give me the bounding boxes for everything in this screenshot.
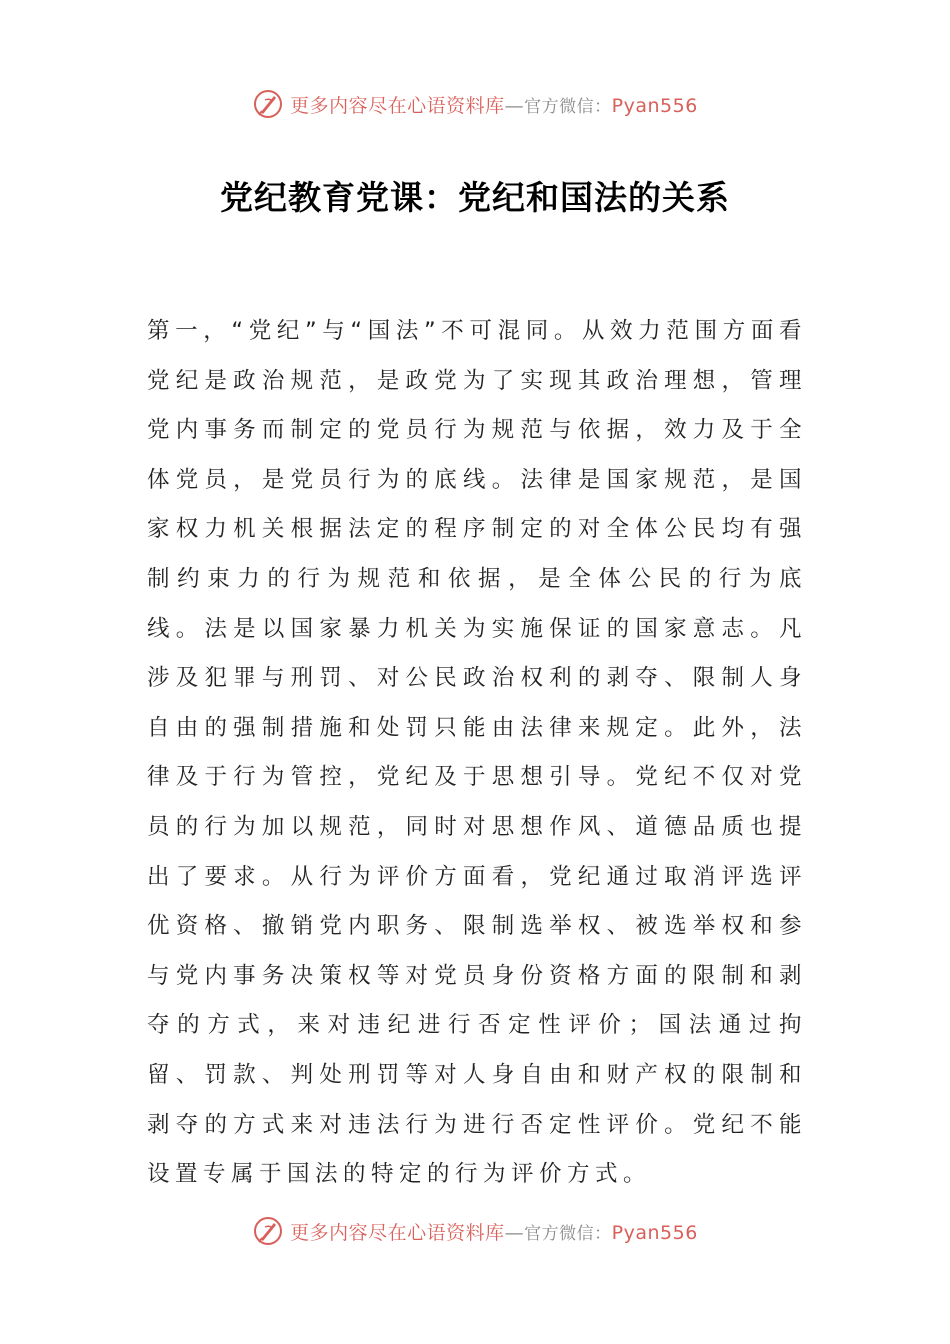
watermark-main: 更多内容尽在心语资料库 <box>290 94 505 117</box>
watermark-label: 官方微信： <box>524 1223 612 1244</box>
quill-logo-icon <box>252 1215 284 1247</box>
watermark-dash: — <box>504 1221 525 1244</box>
watermark-main: 更多内容尽在心语资料库 <box>290 1221 505 1244</box>
watermark-text <box>290 91 698 118</box>
document-paragraph: 第一，“党纪”与“国法”不可混同。从效力范围方面看党纪是政治规范，是政党为了实现其政治理想，管理党内事务而制定的党员行为规范与依据，效力及于全体党员，是党员行为的底线。法律是国家规范，是国家权力机关根据法定的程序制定的对全体公民均有强制约束力的行为规范和依据，是全体公民的行为底线。法是以国家暴力机关为实施保证的国家意志。凡涉及犯罪与刑罚、对公民政治权利的剥夺、限制人身自由的强制措施和处罚只能由法律来规定。此外，法律及于行为管控，党纪及于思想引导。党纪不仅对党员的行为加以规范，同时对思想作风、道德品质也提出了要求。从行为评价方面看，党纪通过取消评选评优资格、撤销党内职务、限制选举权、被选举权和参与党内事务决策权等对党员身份资格方面的限制和剥夺的方式，来对违纪进行否定性评价；国法通过拘留、罚款、判处刑罚等对人身自由和财产权的限制和剥夺的方式来对违法行为进行否定性评价。党纪不能设置专属于国法的特定的行为评价方式。 <box>147 318 807 1188</box>
watermark-label: 官方微信： <box>524 96 612 117</box>
watermark-wechat-id: Pyan556 <box>611 94 698 117</box>
watermark-dash: — <box>504 94 525 117</box>
quill-logo-icon <box>252 88 284 120</box>
footer-watermark <box>0 1211 950 1251</box>
document-title: 党纪教育党课：党纪和国法的关系 <box>220 178 730 217</box>
header-watermark <box>0 84 950 124</box>
watermark-text <box>290 1218 698 1245</box>
watermark-wechat-id: Pyan556 <box>611 1221 698 1244</box>
